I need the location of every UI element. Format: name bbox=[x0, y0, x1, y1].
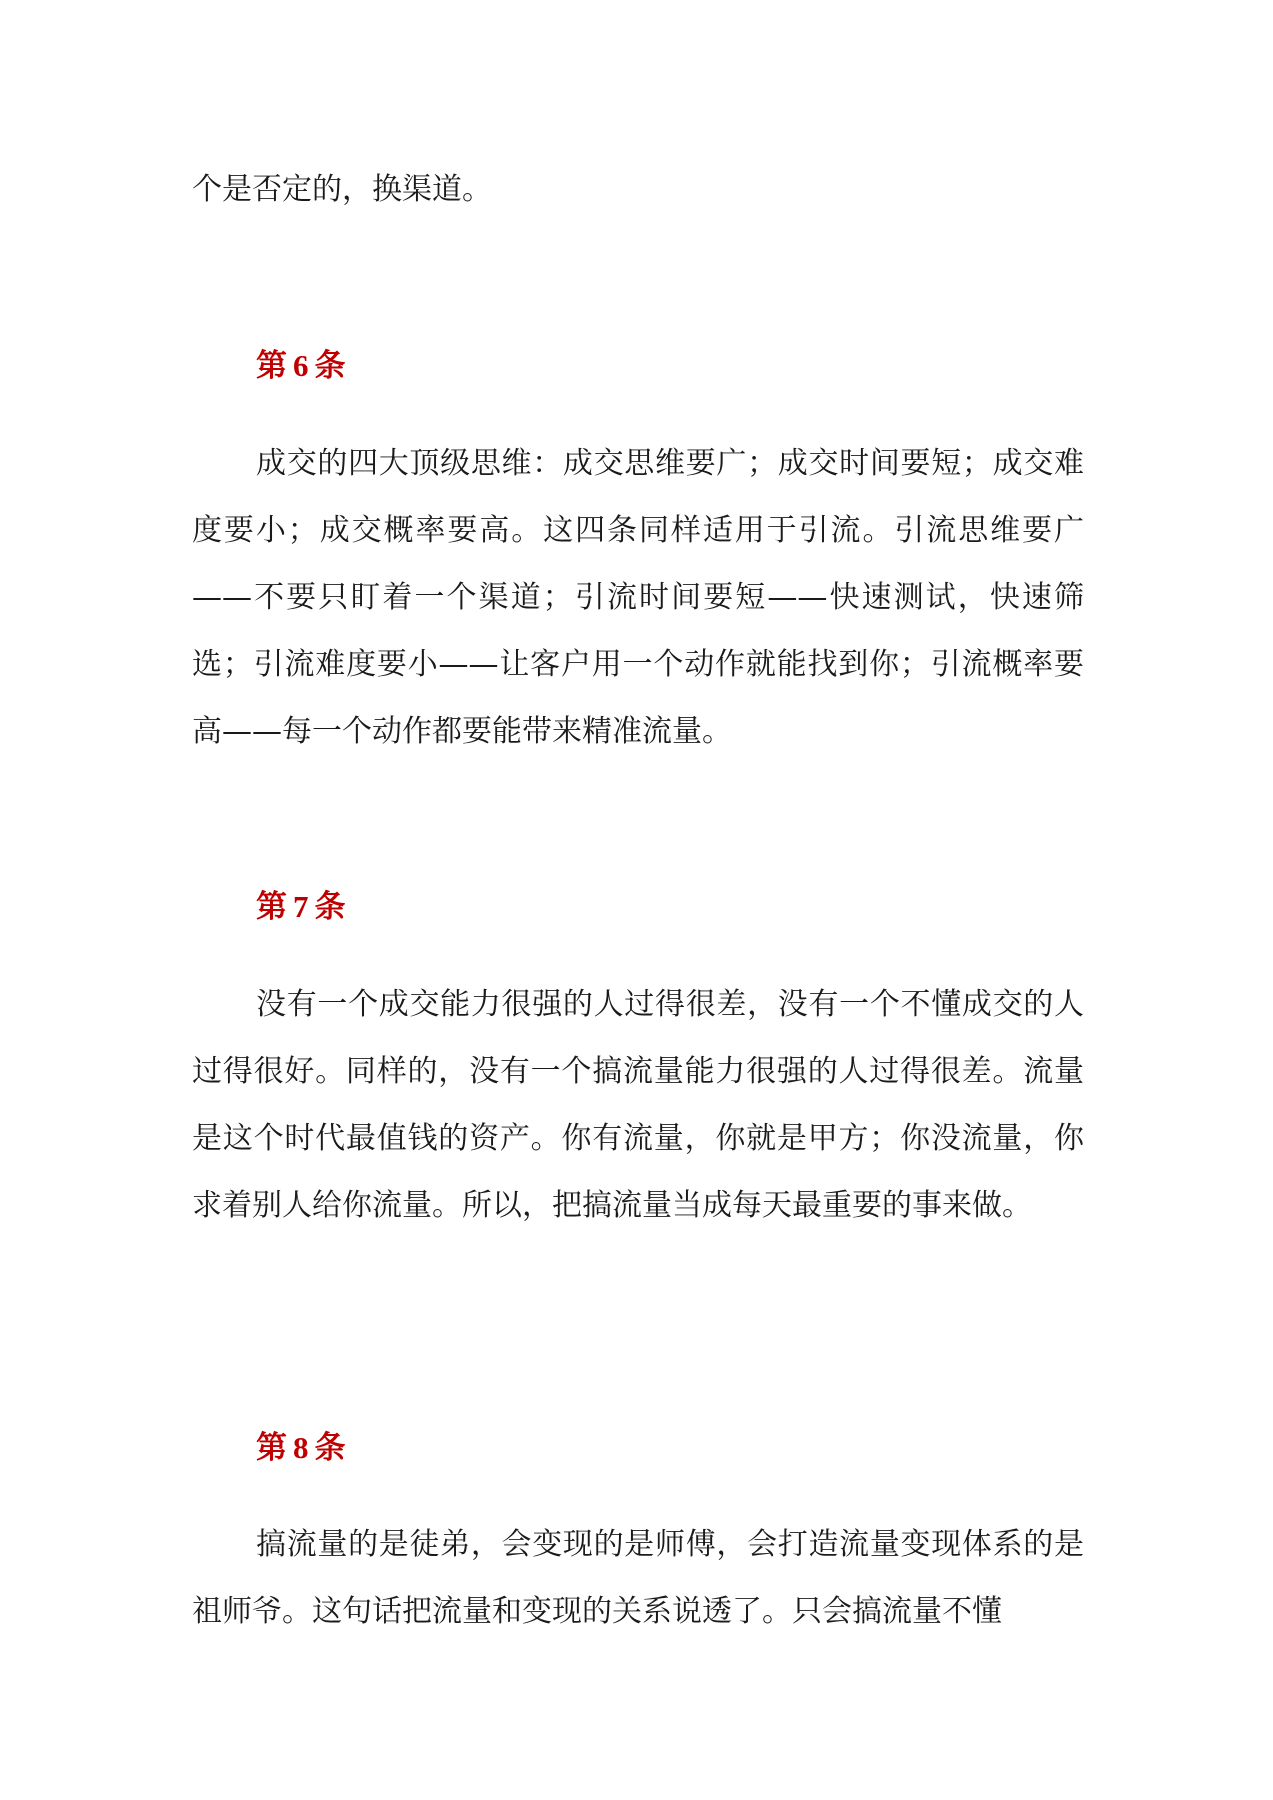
heading-number: 7 bbox=[293, 889, 309, 924]
heading-suffix: 条 bbox=[314, 889, 346, 925]
heading-number: 8 bbox=[293, 1430, 309, 1465]
section-6-heading bbox=[256, 346, 346, 386]
heading-prefix: 第 bbox=[256, 348, 287, 384]
heading-prefix: 第 bbox=[256, 889, 287, 925]
section-7-heading bbox=[256, 887, 346, 927]
section-8-heading bbox=[256, 1428, 346, 1468]
section-7-body: 没有一个成交能力很强的人过得很差，没有一个不懂成交的人过得很好。同样的，没有一个搞流量能力很强的人过得很差。流量是这个时代最值钱的资产。你有流量，你就是甲方；你没流量，你求着别人给你流量。所以，把搞流量当成每天最重要的事来做。 bbox=[192, 987, 1084, 1223]
heading-suffix: 条 bbox=[314, 348, 346, 384]
section-6-body: 成交的四大顶级思维：成交思维要广；成交时间要短；成交难度要小；成交概率要高。这四条同样适用于引流。引流思维要广——不要只盯着一个渠道；引流时间要短——快速测试，快速筛选；引流难度要小——让客户用一个动作就能找到你；引流概率要高——每一个动作都要能带来精准流量。 bbox=[192, 446, 1084, 749]
section-8-body: 搞流量的是徒弟，会变现的是师傅，会打造流量变现体系的是祖师爷。这句话把流量和变现的关系说透了。只会搞流量不懂 bbox=[192, 1527, 1084, 1629]
heading-suffix: 条 bbox=[314, 1430, 346, 1466]
heading-number: 6 bbox=[293, 348, 309, 383]
heading-prefix: 第 bbox=[256, 1430, 287, 1466]
continuation-paragraph: 个是否定的，换渠道。 bbox=[192, 172, 492, 207]
